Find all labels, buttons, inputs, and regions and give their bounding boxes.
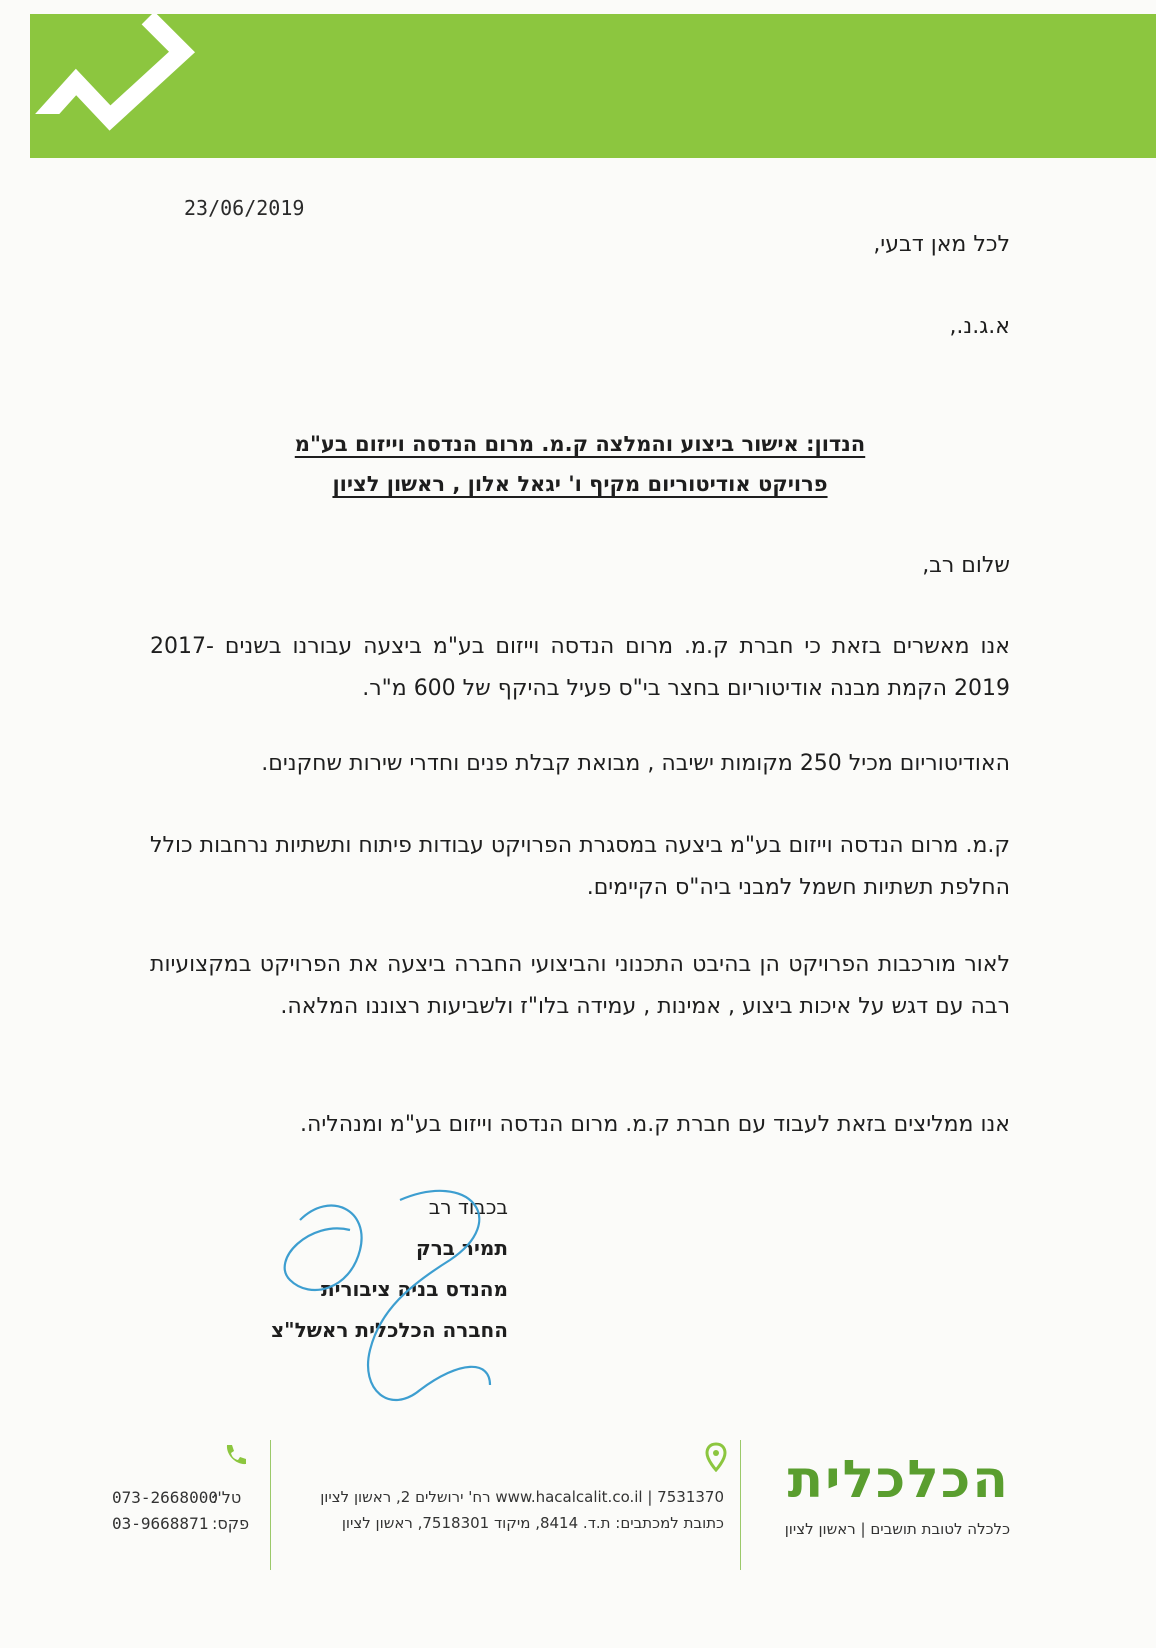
signer-company: החברה הכלכלית ראשל"צ: [271, 1318, 508, 1342]
salutation: שלום רב,: [922, 553, 1010, 578]
greeting-abbrev: א.ג.נ.,: [949, 314, 1010, 339]
closing: בכבוד רב: [428, 1195, 508, 1219]
signer-name: תמיר ברק: [416, 1236, 508, 1260]
paragraph-3: ק.מ. מרום הנדסה וייזום בע"מ ביצעה במסגרת הפרויקט עבודות פיתוח ותשתיות נרחבות כולל החלפת תשתיות חשמל למבני ביה"ס הקיימים.: [150, 833, 1010, 900]
footer-divider: [270, 1440, 271, 1570]
header-logo-mark: [30, 14, 1156, 158]
footer-divider: [740, 1440, 741, 1570]
company-tagline: כלכלה לטובת תושבים | ראשון לציון: [784, 1520, 1010, 1538]
paragraph-2: האודיטוריום מכיל 250 מקומות ישיבה , מבואת קבלת פנים וחדרי שירות שחקנים.: [261, 751, 1010, 776]
addressee: לכל מאן דבעי,: [873, 232, 1010, 257]
header-banner: [30, 14, 1156, 158]
letter-date: 23/06/2019: [184, 196, 305, 220]
signer-title: מהנדס בניה ציבורית: [320, 1277, 508, 1301]
fax-label: פקס:: [212, 1514, 250, 1533]
fax-number: 03-9668871: [112, 1514, 209, 1533]
subject-line-1: הנדון: אישור ביצוע והמלצה ק.מ. מרום הנדסה וייזום בע"מ: [294, 432, 866, 456]
address-line-2: כתובת למכתבים: ת.ד. 8414, מיקוד 7518301, ראשון לציון: [341, 1514, 724, 1532]
paragraph-1: אנו מאשרים בזאת כי חברת ק.מ. מרום הנדסה וייזום בע"מ ביצעה עבורנו בשנים 2017-2019 הקמת מבנה אודיטוריום בחצר בי"ס פעיל בהיקף של 600 מ"ר.: [150, 634, 1010, 701]
paragraph-5: אנו ממליצים בזאת לעבוד עם חברת ק.מ. מרום הנדסה וייזום בע"מ ומנהליה.: [300, 1112, 1010, 1137]
paragraph-4: לאור מורכבות הפרויקט הן בהיבט התכנוני והביצועי החברה ביצעה את הפרויקט במקצועיות רבה עם דגש על איכות ביצוע , אמינות , עמידה בלו"ז ולשביעות רצוננו המלאה.: [150, 952, 1010, 1019]
address-line-1: www.hacalcalit.co.il | 7531370 רח' ירושלים 2, ראשון לציון: [320, 1488, 724, 1506]
subject-line-2: פרויקט אודיטוריום מקיף ו' יגאל אלון , ראשון לציון: [332, 472, 828, 496]
company-logo: הכלכלית: [787, 1450, 1010, 1510]
phone-number: 073-2668000: [112, 1488, 218, 1507]
phone-label: טל':: [212, 1488, 242, 1507]
location-pin-icon: [705, 1442, 727, 1472]
phone-icon: [222, 1442, 248, 1468]
handwritten-signature: [270, 1180, 530, 1420]
